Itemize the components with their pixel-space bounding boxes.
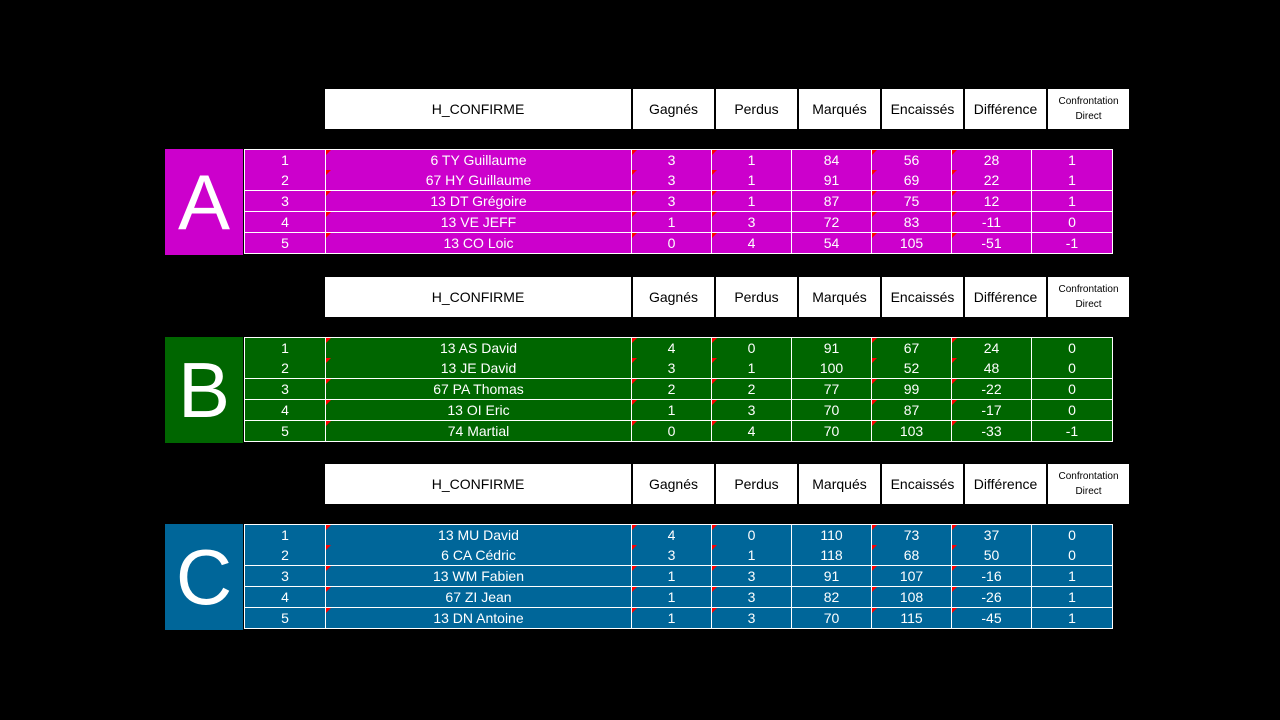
cell-name[interactable]: 13 OI Eric <box>326 400 632 421</box>
cell-lost[interactable]: 0 <box>712 337 792 359</box>
table-header <box>325 464 1131 504</box>
header-lost[interactable]: Perdus <box>716 277 797 317</box>
cell-conceded[interactable]: 83 <box>872 212 952 233</box>
cell-lost[interactable]: 3 <box>712 212 792 233</box>
table-row <box>244 608 1113 629</box>
cell-conceded[interactable]: 107 <box>872 566 952 587</box>
cell-direct[interactable]: 1 <box>1032 191 1113 212</box>
cell-rank[interactable]: 5 <box>244 421 326 442</box>
header-direct-line2: Direct <box>1075 299 1102 310</box>
table-row <box>244 524 1113 545</box>
header-scored[interactable]: Marqués <box>799 277 880 317</box>
table-row <box>244 233 1113 254</box>
header-direct[interactable] <box>1048 89 1129 129</box>
table-row <box>244 421 1113 442</box>
cell-conceded[interactable]: 68 <box>872 545 952 566</box>
cell-lost[interactable]: 1 <box>712 170 792 191</box>
table-row <box>244 212 1113 233</box>
header-diff[interactable]: Différence <box>965 464 1046 504</box>
cell-direct[interactable]: 1 <box>1032 170 1113 191</box>
cell-scored[interactable]: 91 <box>792 170 872 191</box>
header-category[interactable]: H_CONFIRME <box>325 464 631 504</box>
header-direct-line1: Confrontation <box>1058 284 1119 295</box>
header-direct[interactable] <box>1048 277 1129 317</box>
cell-lost[interactable]: 3 <box>712 587 792 608</box>
cell-lost[interactable]: 3 <box>712 400 792 421</box>
cell-name[interactable]: 13 DT Grégoire <box>326 191 632 212</box>
header-conceded[interactable]: Encaissés <box>882 89 963 129</box>
cell-conceded[interactable]: 73 <box>872 524 952 546</box>
cell-won[interactable]: 3 <box>632 358 712 379</box>
header-won[interactable]: Gagnés <box>633 464 714 504</box>
cell-rank[interactable]: 3 <box>244 191 326 212</box>
header-lost[interactable]: Perdus <box>716 89 797 129</box>
cell-rank[interactable]: 2 <box>244 170 326 191</box>
cell-diff[interactable]: -26 <box>952 587 1032 608</box>
header-direct-line1: Confrontation <box>1058 471 1119 482</box>
cell-lost[interactable]: 1 <box>712 358 792 379</box>
header-conceded[interactable]: Encaissés <box>882 277 963 317</box>
group-table <box>244 524 1113 629</box>
header-lost[interactable]: Perdus <box>716 464 797 504</box>
cell-scored[interactable]: 54 <box>792 233 872 254</box>
cell-diff[interactable]: 48 <box>952 358 1032 379</box>
cell-rank[interactable]: 3 <box>244 566 326 587</box>
header-won[interactable]: Gagnés <box>633 89 714 129</box>
cell-name[interactable]: 13 WM Fabien <box>326 566 632 587</box>
header-scored[interactable]: Marqués <box>799 464 880 504</box>
cell-scored[interactable]: 91 <box>792 337 872 359</box>
cell-scored[interactable]: 70 <box>792 421 872 442</box>
cell-lost[interactable]: 1 <box>712 545 792 566</box>
table-row <box>244 566 1113 587</box>
cell-conceded[interactable]: 115 <box>872 608 952 629</box>
table-row <box>244 170 1113 191</box>
cell-lost[interactable]: 4 <box>712 421 792 442</box>
cell-diff[interactable]: 22 <box>952 170 1032 191</box>
cell-direct[interactable]: 0 <box>1032 358 1113 379</box>
cell-direct[interactable]: 1 <box>1032 149 1113 171</box>
cell-rank[interactable]: 5 <box>244 233 326 254</box>
cell-scored[interactable]: 100 <box>792 358 872 379</box>
cell-diff[interactable]: 12 <box>952 191 1032 212</box>
header-direct-line2: Direct <box>1075 111 1102 122</box>
cell-direct[interactable]: 0 <box>1032 212 1113 233</box>
cell-scored[interactable]: 70 <box>792 608 872 629</box>
cell-won[interactable]: 2 <box>632 379 712 400</box>
cell-conceded[interactable]: 99 <box>872 379 952 400</box>
cell-direct[interactable]: 0 <box>1032 337 1113 359</box>
table-row <box>244 587 1113 608</box>
cell-lost[interactable]: 1 <box>712 149 792 171</box>
cell-conceded[interactable]: 87 <box>872 400 952 421</box>
cell-rank[interactable]: 2 <box>244 545 326 566</box>
table-header <box>325 277 1131 317</box>
cell-rank[interactable]: 4 <box>244 587 326 608</box>
cell-won[interactable]: 1 <box>632 608 712 629</box>
cell-won[interactable]: 3 <box>632 149 712 171</box>
cell-lost[interactable]: 3 <box>712 608 792 629</box>
cell-name[interactable]: 6 CA Cédric <box>326 545 632 566</box>
cell-direct[interactable]: 0 <box>1032 400 1113 421</box>
cell-scored[interactable]: 70 <box>792 400 872 421</box>
table-row <box>244 191 1113 212</box>
cell-rank[interactable]: 5 <box>244 608 326 629</box>
cell-diff[interactable]: 50 <box>952 545 1032 566</box>
cell-scored[interactable]: 91 <box>792 566 872 587</box>
header-direct-line1: Confrontation <box>1058 96 1119 107</box>
cell-direct[interactable]: 0 <box>1032 379 1113 400</box>
cell-won[interactable]: 1 <box>632 587 712 608</box>
cell-scored[interactable]: 84 <box>792 149 872 171</box>
cell-diff[interactable]: -11 <box>952 212 1032 233</box>
header-diff[interactable]: Différence <box>965 277 1046 317</box>
cell-rank[interactable]: 3 <box>244 379 326 400</box>
cell-direct[interactable]: 0 <box>1032 545 1113 566</box>
cell-won[interactable]: 1 <box>632 566 712 587</box>
cell-conceded[interactable]: 108 <box>872 587 952 608</box>
cell-lost[interactable]: 3 <box>712 566 792 587</box>
header-won[interactable]: Gagnés <box>633 277 714 317</box>
header-direct-line2: Direct <box>1075 486 1102 497</box>
cell-name[interactable]: 13 AS David <box>326 337 632 359</box>
cell-lost[interactable]: 4 <box>712 233 792 254</box>
cell-name[interactable]: 67 PA Thomas <box>326 379 632 400</box>
cell-name[interactable]: 74 Martial <box>326 421 632 442</box>
cell-rank[interactable]: 1 <box>244 524 326 546</box>
header-scored[interactable]: Marqués <box>799 89 880 129</box>
cell-name[interactable]: 67 HY Guillaume <box>326 170 632 191</box>
cell-won[interactable]: 3 <box>632 545 712 566</box>
cell-diff[interactable]: 37 <box>952 524 1032 546</box>
group-table <box>244 149 1113 254</box>
cell-won[interactable]: 4 <box>632 337 712 359</box>
cell-rank[interactable]: 1 <box>244 149 326 171</box>
cell-diff[interactable]: 28 <box>952 149 1032 171</box>
cell-rank[interactable]: 2 <box>244 358 326 379</box>
group-table <box>244 337 1113 442</box>
cell-scored[interactable]: 118 <box>792 545 872 566</box>
cell-scored[interactable]: 87 <box>792 191 872 212</box>
cell-conceded[interactable]: 69 <box>872 170 952 191</box>
header-category[interactable]: H_CONFIRME <box>325 277 631 317</box>
cell-name[interactable]: 13 CO Loic <box>326 233 632 254</box>
cell-name[interactable]: 13 DN Antoine <box>326 608 632 629</box>
cell-direct[interactable]: 1 <box>1032 608 1113 629</box>
cell-rank[interactable]: 4 <box>244 212 326 233</box>
cell-name[interactable]: 13 JE David <box>326 358 632 379</box>
cell-rank[interactable]: 1 <box>244 337 326 359</box>
cell-won[interactable]: 3 <box>632 191 712 212</box>
cell-direct[interactable]: -1 <box>1032 233 1113 254</box>
cell-direct[interactable]: 0 <box>1032 524 1113 546</box>
header-direct[interactable] <box>1048 464 1129 504</box>
cell-won[interactable]: 4 <box>632 524 712 546</box>
cell-diff[interactable]: -45 <box>952 608 1032 629</box>
cell-scored[interactable]: 77 <box>792 379 872 400</box>
cell-name[interactable]: 13 VE JEFF <box>326 212 632 233</box>
cell-name[interactable]: 13 MU David <box>326 524 632 546</box>
header-conceded[interactable]: Encaissés <box>882 464 963 504</box>
cell-lost[interactable]: 0 <box>712 524 792 546</box>
cell-won[interactable]: 1 <box>632 400 712 421</box>
cell-won[interactable]: 0 <box>632 421 712 442</box>
cell-direct[interactable]: 1 <box>1032 587 1113 608</box>
cell-diff[interactable]: -33 <box>952 421 1032 442</box>
cell-conceded[interactable]: 52 <box>872 358 952 379</box>
cell-won[interactable]: 0 <box>632 233 712 254</box>
group-letter: B <box>165 337 243 443</box>
cell-lost[interactable]: 2 <box>712 379 792 400</box>
cell-diff[interactable]: -51 <box>952 233 1032 254</box>
cell-lost[interactable]: 1 <box>712 191 792 212</box>
cell-won[interactable]: 1 <box>632 212 712 233</box>
cell-conceded[interactable]: 105 <box>872 233 952 254</box>
cell-conceded[interactable]: 103 <box>872 421 952 442</box>
cell-scored[interactable]: 72 <box>792 212 872 233</box>
cell-scored[interactable]: 110 <box>792 524 872 546</box>
header-diff[interactable]: Différence <box>965 89 1046 129</box>
header-category[interactable]: H_CONFIRME <box>325 89 631 129</box>
group-letter: A <box>165 149 243 255</box>
cell-direct[interactable]: 1 <box>1032 566 1113 587</box>
cell-conceded[interactable]: 75 <box>872 191 952 212</box>
cell-diff[interactable]: -17 <box>952 400 1032 421</box>
cell-conceded[interactable]: 67 <box>872 337 952 359</box>
table-row <box>244 337 1113 358</box>
cell-diff[interactable]: -22 <box>952 379 1032 400</box>
table-header <box>325 89 1131 129</box>
table-row <box>244 545 1113 566</box>
cell-won[interactable]: 3 <box>632 170 712 191</box>
table-row <box>244 400 1113 421</box>
table-row <box>244 379 1113 400</box>
cell-name[interactable]: 6 TY Guillaume <box>326 149 632 171</box>
table-row <box>244 149 1113 170</box>
table-row <box>244 358 1113 379</box>
cell-scored[interactable]: 82 <box>792 587 872 608</box>
group-letter: C <box>165 524 243 630</box>
cell-direct[interactable]: -1 <box>1032 421 1113 442</box>
cell-diff[interactable]: -16 <box>952 566 1032 587</box>
cell-diff[interactable]: 24 <box>952 337 1032 359</box>
cell-rank[interactable]: 4 <box>244 400 326 421</box>
cell-name[interactable]: 67 ZI Jean <box>326 587 632 608</box>
cell-conceded[interactable]: 56 <box>872 149 952 171</box>
